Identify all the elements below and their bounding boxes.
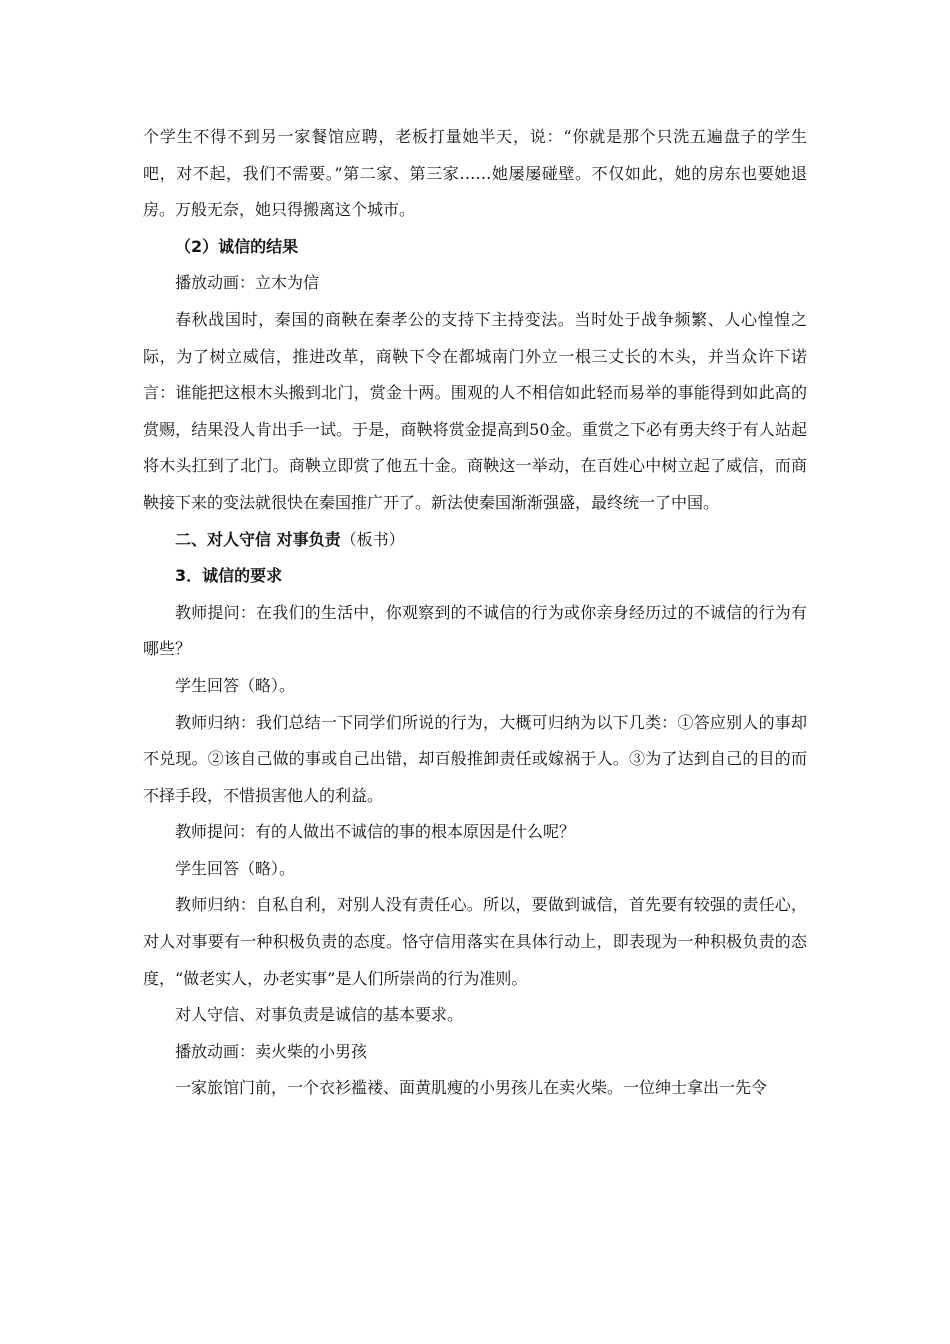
heading-section-two [143,522,807,559]
paragraph-teacher-question-2: 教师提问：有的人做出不诚信的事的根本原因是什么呢？ [175,822,576,842]
document-body [143,119,807,1107]
heading-honesty-requirements: 3．诚信的要求 [175,566,283,586]
paragraph-play-animation-2: 播放动画：卖火柴的小男孩 [175,1041,368,1061]
heading-section-two-title: 二、对人守信 对事负责 [175,529,341,549]
paragraph-student-answer-2: 学生回答（略）。 [175,858,296,878]
paragraph-teacher-question-1: 教师提问：在我们的生活中，你观察到的不诚信的行为或你亲身经历过的不诚信的行为有哪些？ [143,602,807,659]
heading-section-two-note: （板书） [340,529,405,549]
heading-honesty-result: （2）诚信的结果 [175,236,299,256]
paragraph-dishwasher-story-end: 个学生不得不到另一家餐馆应聘，老板打量她半天，说：“你就是那个只洗五遍盘子的学生吧，对不起，我们不需要。”第二家、第三家……她屡屡碰壁。不仅如此，她的房东也要她退房。万般无奈，她只得搬离这个城市。 [143,127,807,220]
paragraph-student-answer-1: 学生回答（略）。 [175,675,296,695]
paragraph-teacher-summary-2: 教师归纳：自私自利，对别人没有责任心。所以，要做到诚信，首先要有较强的责任心，对人对事要有一种积极负责的态度。恪守信用落实在具体行动上，即表现为一种积极负责的态度，“做老实人，办老实事”是人们所崇尚的行为准则。 [143,895,807,988]
paragraph-basic-requirement: 对人守信、对事负责是诚信的基本要求。 [175,1005,464,1025]
paragraph-shang-yang-story: 春秋战国时，秦国的商鞅在秦孝公的支持下主持变法。当时处于战争频繁、人心惶惶之际，为了树立威信，推进改革，商鞅下令在都城南门外立一根三丈长的木头，并当众许下诺言：谁能把这根木头搬到北门，赏金十两。围观的人不相信如此轻而易举的事能得到如此高的赏赐，结果没人肯出手一试。于是，商鞅将赏金提高到50金。重赏之下必有勇夫终于有人站起将木头扛到了北门。商鞅立即赏了他五十金。商鞅这一举动，在百姓心中树立起了威信，而商鞅接下来的变法就很快在秦国推广开了。新法使秦国渐渐强盛，最终统一了中国。 [143,309,807,512]
paragraph-teacher-summary-1: 教师归纳：我们总结一下同学们所说的行为，大概可归纳为以下几类：①答应别人的事却不兑现。②该自己做的事或自己出错，却百般推卸责任或嫁祸于人。③为了达到自己的目的而不择手段，不惜损害他人的利益。 [143,712,807,805]
paragraph-match-boy-story: 一家旅馆门前，一个衣衫褴褛、面黄肌瘦的小男孩儿在卖火柴。一位绅士拿出一先令 [175,1078,768,1098]
paragraph-play-animation-1: 播放动画：立木为信 [175,273,320,293]
